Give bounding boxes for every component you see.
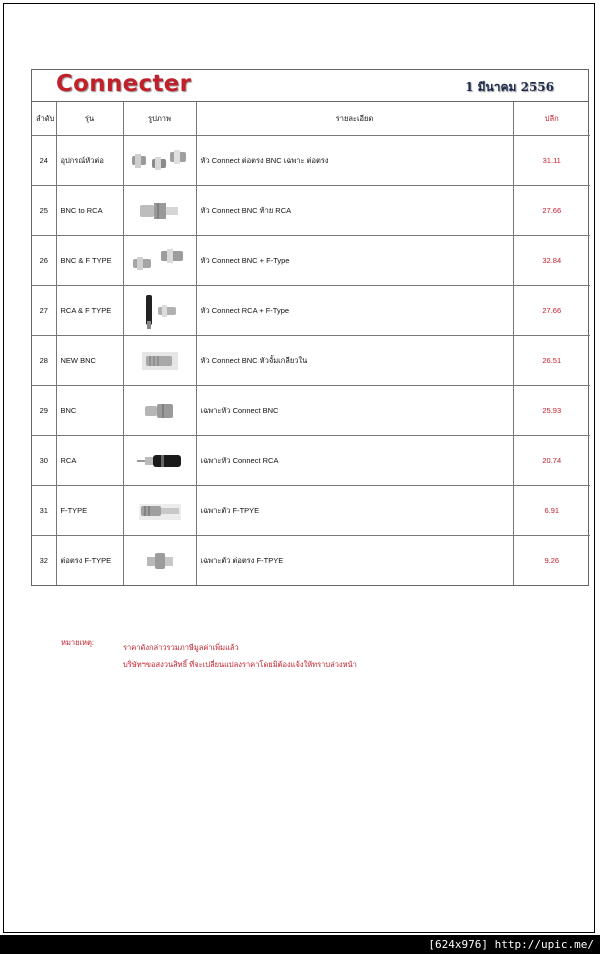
page-frame (3, 3, 595, 933)
table-row (32, 186, 590, 236)
row-no: 31 (32, 486, 56, 536)
column-header-price: ปลีก (513, 102, 590, 136)
title-row (32, 70, 588, 102)
table-row (32, 286, 590, 336)
row-detail: เฉพาะหัว Connect BNC (196, 386, 513, 436)
page-title: Connecter (56, 71, 192, 97)
row-image-cell (123, 386, 196, 436)
watermark-bar (0, 935, 600, 954)
row-detail: หัว Connect BNC ท้าย RCA (196, 186, 513, 236)
row-image-cell (123, 436, 196, 486)
row-image-cell (123, 186, 196, 236)
row-detail: หัว Connect BNC + F-Type (196, 236, 513, 286)
column-header-no: ลำดับ (32, 102, 56, 136)
row-no: 32 (32, 536, 56, 586)
f-type-connector-image (137, 496, 183, 526)
watermark-text: [624x976] http://upic.me/ (428, 938, 594, 951)
table-row (32, 436, 590, 486)
sheet-date: 1 มีนาคม 2556 (465, 80, 554, 94)
row-no: 24 (32, 136, 56, 186)
row-model: F-TYPE (56, 486, 123, 536)
row-model: BNC to RCA (56, 186, 123, 236)
column-header-image: รูปภาพ (123, 102, 196, 136)
row-model: อุปกรณ์หัวต่อ (56, 136, 123, 186)
note-price-change: บริษัทฯขอสงวนสิทธิ์ ที่จะเปลี่ยนแปลงราคาโดยมิต้องแจ้งให้ทราบล่วงหน้า (123, 660, 357, 669)
row-no: 30 (32, 436, 56, 486)
row-image-cell (123, 486, 196, 536)
rca-f-type-connector-image (138, 291, 182, 331)
row-image-cell (123, 336, 196, 386)
row-price: 31.11 (513, 136, 590, 186)
row-detail: หัว Connect BNC หัวจั้มเกลียวใน (196, 336, 513, 386)
table-row (32, 386, 590, 436)
row-price: 25.93 (513, 386, 590, 436)
bnc-to-rca-connector-image (138, 196, 182, 226)
row-model: BNC & F TYPE (56, 236, 123, 286)
column-header-detail: รายละเอียด (196, 102, 513, 136)
rca-connector-image (135, 451, 185, 471)
note-vat: ราคาดังกล่าวรวมภาษีมูลค่าเพิ่มแล้ว (123, 643, 239, 652)
price-table (32, 102, 590, 585)
row-no: 25 (32, 186, 56, 236)
table-row (32, 486, 590, 536)
table-row (32, 336, 590, 386)
bnc-connector-image (143, 399, 177, 423)
row-detail: เฉพาะตัว ต่อตรง F-TPYE (196, 536, 513, 586)
row-model: ต่อตรง F-TYPE (56, 536, 123, 586)
row-detail: เฉพาะตัว F-TPYE (196, 486, 513, 536)
bnc-f-type-connector-image (131, 245, 189, 277)
column-header-model: รุ่น (56, 102, 123, 136)
row-no: 28 (32, 336, 56, 386)
bnc-assorted-connectors-image (130, 146, 190, 176)
row-model: NEW BNC (56, 336, 123, 386)
new-bnc-connector-image (140, 346, 180, 376)
row-price: 32.84 (513, 236, 590, 286)
table-row (32, 236, 590, 286)
table-row (32, 536, 590, 586)
row-model: RCA & F TYPE (56, 286, 123, 336)
row-detail: เฉพาะหัว Connect RCA (196, 436, 513, 486)
table-header-row (32, 102, 590, 136)
row-price: 26.51 (513, 336, 590, 386)
row-price: 27.66 (513, 186, 590, 236)
row-price: 20.74 (513, 436, 590, 486)
row-price: 27.66 (513, 286, 590, 336)
row-image-cell (123, 536, 196, 586)
table-row (32, 136, 590, 186)
row-no: 29 (32, 386, 56, 436)
row-model: BNC (56, 386, 123, 436)
row-image-cell (123, 136, 196, 186)
row-model: RCA (56, 436, 123, 486)
f-type-coupler-image (145, 549, 175, 573)
row-no: 27 (32, 286, 56, 336)
price-sheet (31, 69, 589, 586)
row-image-cell (123, 286, 196, 336)
row-image-cell (123, 236, 196, 286)
notes-label: หมายเหตุ: (61, 638, 94, 647)
row-detail: หัว Connect RCA + F-Type (196, 286, 513, 336)
row-price: 6.91 (513, 486, 590, 536)
row-detail: หัว Connect ต่อตรง BNC เฉพาะ ต่อตรง (196, 136, 513, 186)
row-price: 9.26 (544, 556, 560, 565)
row-no: 26 (32, 236, 56, 286)
